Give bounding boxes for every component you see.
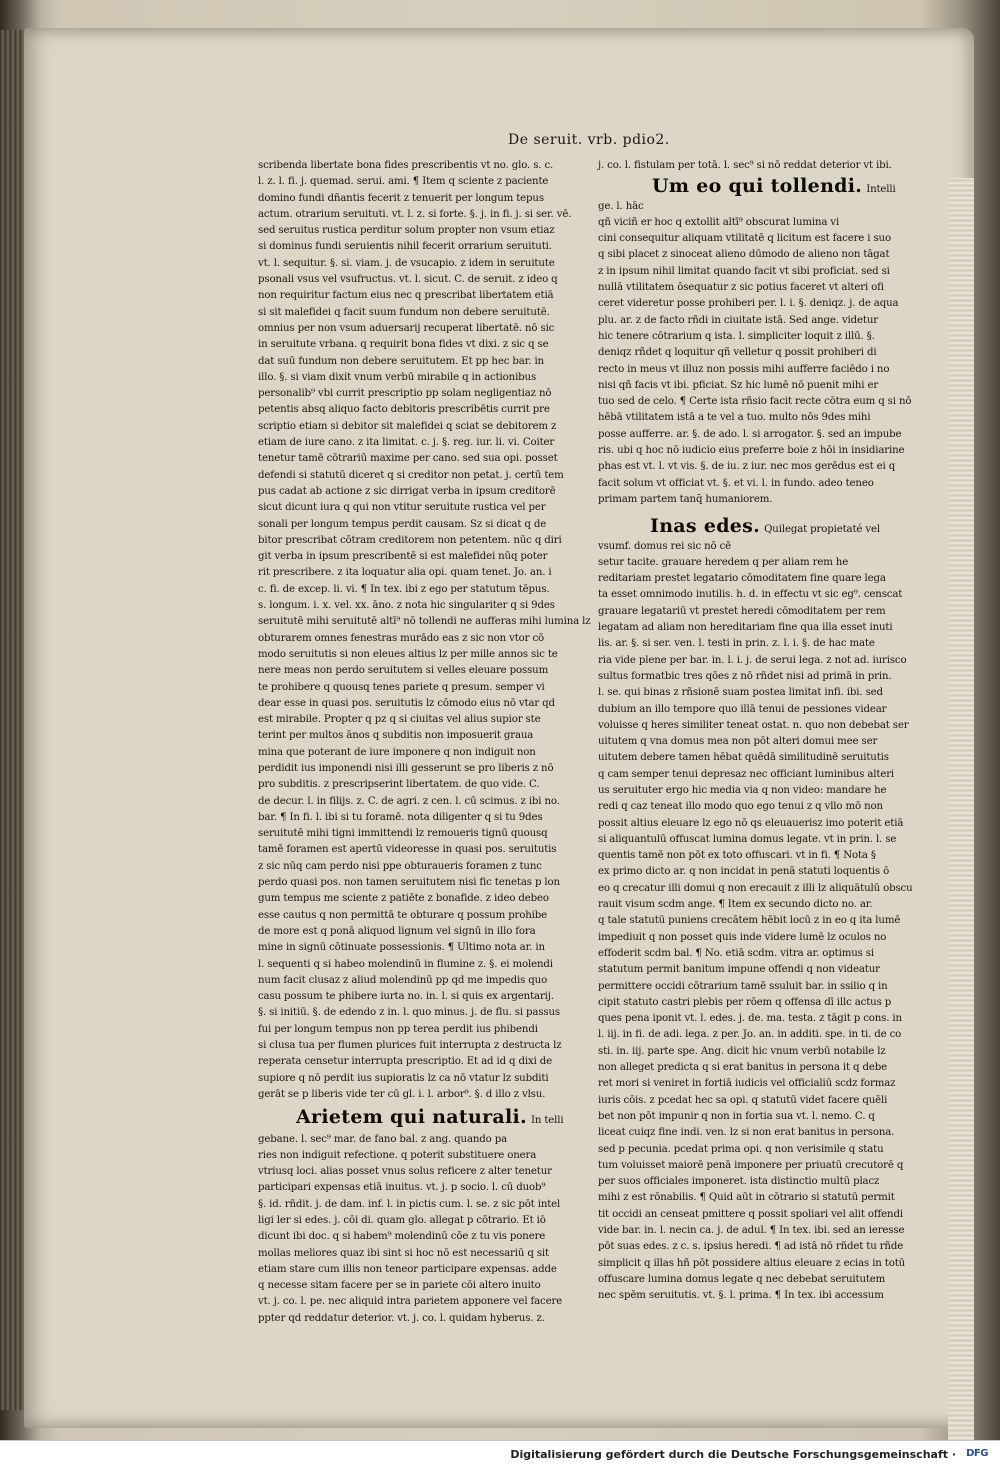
text-line: lis. ar. §. si ser. ven. l. testi in prin. z. l. i. §. de hac mate: [598, 638, 875, 650]
text-line: etiam de iure cano. z ita limitat. c. j. §. reg. iur. li. vi. Coiter: [258, 437, 555, 449]
text-line: l. iij. in fi. de adi. lega. z per. Jo. an. in additi. spe. in ti. de co: [598, 1029, 902, 1041]
text-line: dubium an illo tempore quo illā tenui de pessiones videar: [598, 703, 887, 715]
left-section-heading: [296, 1106, 564, 1129]
text-line: ries non indiguit refectione. q poterit substituere onera: [258, 1149, 537, 1161]
text-line: sed seruitus rustica perditur solum propter non vsum etiaz: [258, 225, 555, 237]
text-line: omnius per non vsum aduersarij recuperat libertatē. nō sic: [258, 322, 555, 334]
text-line: bet non pōt impunir q non in fortia sua vt. l. nemo. C. q: [598, 1110, 875, 1122]
text-line: actum. otrarium seruituti. vt. l. z. si forte. §. j. in fi. j. si ser. vē.: [258, 208, 572, 220]
text-line: mihi z est rōnabilis. ¶ Quid aūt in cōtrario si statutū permit: [598, 1192, 895, 1204]
text-line: iuris cōis. z pcedat hec sa opi. q statutū videt facere quēli: [598, 1094, 888, 1106]
text-line: casu possum te phibere iurta no. in. l. si quis ex argentarij.: [258, 991, 554, 1003]
text-line: simplicit q illas hñ pōt possidere altius eleuare z ecias in totū: [598, 1257, 906, 1269]
text-line: participari expensas etiā inuitus. vt. j. p socio. l. cū duob⁹: [258, 1182, 546, 1194]
text-line: scriptio etiam si debitor sit malefidei q sciat se debitorem z: [258, 420, 557, 432]
left-column-text: [258, 158, 591, 1103]
text-line: bar. ¶ In fi. l. ibi si tu foramē. nota diligenter q si tu 9des: [258, 811, 543, 823]
right-column: [598, 158, 928, 1304]
text-line: modo seruitutis si non eleues altius lz per mille annos sic te: [258, 648, 558, 660]
text-line: recto in meus vt illuz non possis mihi aufferre faciēdo i no: [598, 363, 890, 375]
text-line: uitutem q vna domus mea non pōt alteri domui mee ser: [598, 736, 878, 748]
text-line: etiam stare cum illis non teneor participare expensas. adde: [258, 1263, 557, 1275]
text-line: primam partem tanq̄ humaniorem.: [598, 493, 773, 505]
text-line: ex primo dicto ar. q non incidat in penā statuti loquentis ō: [598, 866, 890, 878]
text-line: ceret videretur posse prohiberi per. l. i. §. deniqz. j. de aqua: [598, 298, 899, 310]
text-line: possit altius eleuare lz ego nō qs eleuauerisz imo poterit etiā: [598, 817, 904, 829]
text-line: gum tempus me sciente z patiēte z bonafide. z ideo debeo: [258, 893, 549, 905]
text-line: nullā vtilitatem ōsequatur z sic potius faceret vt alteri ofi: [598, 282, 884, 294]
right-section-heading-2: [650, 516, 928, 538]
text-line: §. id. rñdit. j. de dam. inf. l. in pictis cum. l. se. z sic pōt intel: [258, 1198, 561, 1210]
text-line: sonali per longum tempus perdit causam. Sz si dicat q de: [258, 518, 547, 530]
text-line: sed p pecunia. pcedat prima opi. q non verisimile q statu: [598, 1143, 884, 1155]
text-line: l. sequenti q si habeo molendinū in flumine z. §. ei molendi: [258, 958, 553, 970]
text-line: tum voluisset maiorē penā imponere per priuatū crecutorē q: [598, 1159, 904, 1171]
text-line: si aliquantulū offuscat lumina domus legate. vt in prin. l. se: [598, 833, 897, 845]
text-line: vt. j. co. l. pe. nec aliquid intra parietem apponere vel facere: [258, 1296, 563, 1308]
text-line: q necesse sitam facere per se in pariete cōi altero inuito: [258, 1280, 541, 1292]
text-line: s. longum. i. x. vel. xx. āno. z nota hic singulariter q si 9des: [258, 600, 555, 612]
text-line: mollas meliores quaz ibi sint si hoc nō est necessariū q sit: [258, 1247, 549, 1259]
dfg-logo: DFG: [966, 1448, 988, 1459]
text-line: rauit visum scdm ange. ¶ Item ex secundo dicto no. ar.: [598, 899, 873, 911]
text-line: de more est q ponā aliquod lignum vel signū in illo fora: [258, 925, 536, 937]
text-line: effoderit scdm bal. ¶ No. etiā scdm. vitra ar. optimus si: [598, 947, 874, 959]
text-line: tenetur tamē cōtrariū maxime per cano. sed sua opi. posset: [258, 453, 558, 465]
text-line: cipit statuto castri plebis per rōem q offensa dī illc actus p: [598, 996, 892, 1008]
text-line: ge. l. hāc: [598, 200, 644, 212]
text-line: domino fundi dñantis fecerit z tenuerit per longum tepus: [258, 192, 544, 204]
left-heading-continuation: In telli: [530, 1115, 564, 1127]
text-line: voluisse q heres similiter teneat ostat. n. quo non debebat ser: [598, 719, 909, 731]
text-line: terint per multos ānos q subditis non imposuerit graua: [258, 730, 534, 742]
text-line: deniqz rñdet q loquitur qñ velletur q possit prohiberi di: [598, 347, 877, 359]
footer-bar: [0, 1440, 1000, 1469]
text-line: nere meas non perdo seruitutem si velles eleuare possum: [258, 665, 549, 677]
text-line: offuscare lumina domus legate q nec debebat seruitutem: [598, 1273, 886, 1285]
text-line: qñ viciñ er hoc q extollit altī⁹ obscurat lumina vi: [598, 216, 840, 228]
text-line: dear esse in quasi pos. seruitutis lz cōmodo eius nō vtar qd: [258, 697, 555, 709]
text-line: pro subditis. z prescripserint libertatem. de quo vide. C.: [258, 779, 540, 791]
text-line: us seruituter ergo hic media via q non video: mandare he: [598, 784, 887, 796]
text-line: est mirabile. Propter q pz q si ciuitas vel alius supior ste: [258, 714, 541, 726]
text-line: si clusa tua per flumen plurices fuit interrupta z destructa lz: [258, 1040, 562, 1052]
text-line: illo. §. si viam dixit vnum verbū mirabile q in actionibus: [258, 371, 537, 383]
text-line: seruitutē mihi tigni immittendi lz remoueris tignū quousq: [258, 828, 548, 840]
text-line: reditariam prestet legatario cōmoditatem fine quare lega: [598, 573, 886, 585]
text-line: esse cautus q non permittā te obturare q possum prohibe: [258, 909, 548, 921]
text-line: si dominus fundi seruientis nihil fecerit orrarium seruituti.: [258, 241, 552, 253]
text-line: phas est vt. l. vt vis. §. de iu. z iur. nec mos gerēdus est ei q: [598, 461, 896, 473]
text-line: quentis tamē non pōt ex toto offuscari. vt in fi. ¶ Nota §: [598, 850, 876, 862]
text-line: hēbā vtilitatem istā a te vel a tuo. multo nōs 9des mihi: [598, 412, 871, 424]
right-section-heading-1: [652, 176, 928, 198]
text-line: q sibi placet z sinoceat alieno dūmodo de alieno non tāgat: [598, 249, 890, 261]
text-line: perdo quasi pos. non tamen seruitutem nisi fic tenetas p lon: [258, 877, 560, 889]
text-line: petentis absq aliquo facto debitoris prescribētis currit pre: [258, 404, 550, 416]
text-line: posse aufferre. ar. §. de ado. l. si arrogator. §. sed an impube: [598, 428, 902, 440]
text-line: z in ipsum nihil limitat quando facit vt sibi proficiat. sed si: [598, 265, 890, 277]
text-line: permittere occidi cōtrarium tamē ssuluit bar. in ssilio q in: [598, 980, 888, 992]
text-line: gebane. l. sec⁹ mar. de fano bal. z ang. quando pa: [258, 1133, 508, 1145]
text-line: vsumf. domus rei sic nō cē: [598, 540, 732, 552]
text-line: perdidit ius imponendi nisi illi gesserunt se pro liberis z nō: [258, 762, 554, 774]
text-line: facit solum vt officiat vt. §. et vi. l. in fundo. adeo teneo: [598, 477, 874, 489]
left-column-text-after: [258, 1132, 563, 1328]
text-line: git verba in ipsum prescribentē si est malefidei nūq poter: [258, 551, 548, 563]
text-line: plu. ar. z de facto rñdi in ciuitate istā. Sed ange. videtur: [598, 314, 878, 326]
text-line: non alleget predicta q si erat banitus in persona it q debe: [598, 1062, 887, 1074]
text-line: vtriusq loci. alias posset vnus solus reficere z alter tenetur: [258, 1166, 552, 1178]
text-line: nisi qñ facis vt ibi. pficiat. Sz hic lumē nō puenit mihi er: [598, 379, 879, 391]
right-column-first-line: j. co. l. fistulam per totā. l. sec⁹ si nō reddat deterior vt ibi.: [598, 160, 892, 171]
text-line: impediuit q non posset quis inde videre lumē lz oculos no: [598, 931, 887, 943]
text-line: ris. ubi q hoc nō iudicio eius preferre boie z hōi in insidiarine: [598, 445, 905, 457]
text-line: personalib⁹ vbi currit prescriptio pp solam negligentiaz nō: [258, 388, 552, 400]
text-line: §. si initiū. §. de edendo z in. l. quo minus. j. de flu. si passus: [258, 1007, 560, 1019]
text-line: ria vide plene per bar. in. l. i. j. de serui lega. z not ad. iurisco: [598, 654, 907, 666]
text-line: ligi ler si edes. j. cōi di. quam glo. allegat p cōtrario. Et iō: [258, 1215, 546, 1226]
text-line: ppter qd reddatur deterior. vt. j. co. l. quidam hyberus. z.: [258, 1312, 545, 1324]
text-line: tamē foramen est apertū videoresse in quasi pos. seruitutis: [258, 844, 557, 856]
right-heading-2-continuation: Quilegat propietaté vel: [764, 524, 880, 536]
right-heading-1-continuation: Intelli: [866, 184, 896, 196]
text-line: de decur. l. in filijs. z. C. de agri. z cen. l. cū scimus. z ibi no.: [258, 795, 560, 807]
text-line: setur tacite. grauare heredem q per aliam rem he: [598, 556, 849, 568]
text-line: ques pena iponit vt. l. edes. j. de. ma. testa. z tāgit p cons. in: [598, 1013, 902, 1025]
right-heading-2-title: Inas edes.: [650, 515, 761, 538]
running-head: De seruit. vrb. pdio2.: [508, 132, 670, 148]
text-line: l. z. l. fi. j. quemad. serui. ami. ¶ Item q sciente z paciente: [258, 176, 549, 188]
text-line: uitutem debere tamen hēbat quēdā similitudinē seruitutis: [598, 752, 889, 764]
text-line: supiore q nō perdit ius supioratis lz ca nō vtatur lz subditi: [258, 1072, 549, 1084]
text-line: cini consequitur aliquam vtilitatē q licitum est facere i suo: [598, 233, 891, 245]
text-line: num facit clusaz z aliud molendinū pp qd me impedis quo: [258, 974, 548, 986]
text-line: dicunt ibi doc. q si habem⁹ molendinū cōe z tu vis ponere: [258, 1231, 546, 1243]
text-line: sti. in. iij. parte spe. Ang. dicit hic vnum verbū notabile lz: [598, 1045, 886, 1057]
text-line: sultus formatbic tres qōes z nō rñdet nisi ad primā in prin.: [598, 670, 892, 682]
text-line: rit prescribere. z ita loquatur alia opi. quam tenet. Jo. an. i: [258, 567, 552, 579]
text-line: eo q crecatur illi domui q non erecauit z illi lz aliquātulū obscu: [598, 882, 913, 894]
page-fore-edge: [948, 178, 974, 1458]
text-line: l. se. qui binas z rñsionē suam postea limitat infi. ibi. sed: [598, 687, 883, 699]
text-line: q tale statutū puniens crecātem hēbit locū z in eo q ita lumē: [598, 915, 901, 927]
text-line: legatam ad aliam non hereditariam fine qua illa esset inuti: [598, 622, 893, 634]
text-line: in seruitute vrbana. q requirit bona fides vt dixi. z sic q se: [258, 339, 549, 351]
text-line: vt. l. sequitur. §. si. viam. j. de vsucapio. z idem in seruitute: [258, 257, 555, 269]
text-line: bitor prescribat cōtram creditorem non petentem. nūc q diri: [258, 534, 562, 546]
text-line: pus cadat ab actione z sic dirrigat verba in ipsum creditorē: [258, 485, 556, 497]
text-line: si sit malefidei q facit suum fundum non debere seruitutē.: [258, 306, 550, 318]
text-line: gerāt se p liberis vide ter cū gl. i. l. arbor⁹. §. d illo z vlsu.: [258, 1088, 546, 1100]
text-line: nec spēm seruitutis. vt. §. l. prima. ¶ In tex. ibi accessum: [598, 1290, 884, 1302]
text-line: ret mori si veniret in fortiā iudicis vel officialiū scdz formaz: [598, 1078, 896, 1090]
left-heading-title: Arietem qui naturali.: [296, 1106, 527, 1129]
text-line: reperata censetur interrupta prescriptio. Et ad id q dixi de: [258, 1056, 553, 1068]
text-line: non requiritur factum eius nec q prescribat libertatem etiā: [258, 290, 554, 302]
text-line: redi q caz teneat illo modo quo ego tenui z q vllo mō non: [598, 801, 883, 813]
text-line: fui per longum tempus non pp terea perdit ius phibendi: [258, 1023, 538, 1035]
text-line: pōt suas edes. z c. s. ipsius heredi. ¶ ad istā nō rñdet tu rñde: [598, 1241, 904, 1253]
right-column-text-1: [598, 199, 928, 509]
text-line: c. fi. de excep. li. vi. ¶ In tex. ibi z ego per statutum tēpus.: [258, 583, 550, 595]
text-line: liceat cuiqz fine indi. ven. lz si non erat banitus in persona.: [598, 1127, 895, 1139]
text-line: per suos officiales imponeret. ista distinctio multū placz: [598, 1176, 880, 1188]
text-line: psonali vsus vel vsufructus. vt. l. sicut. C. de seruit. z ideo q: [258, 274, 558, 286]
text-line: obturarem omnes fenestras murādo eas z sic non vtor cō: [258, 632, 545, 644]
text-line: ta esset omnimodo inutilis. h. d. in effectu vt sic eg⁹. censcat: [598, 589, 903, 601]
text-line: z sic nūq cam perdo nisi ppe obturaueris foramen z tunc: [258, 860, 542, 872]
text-line: mina que poterant de iure imponere q non indiguit non: [258, 746, 536, 758]
text-line: scribenda libertate bona fides prescribentis vt no. glo. s. c.: [258, 160, 554, 171]
text-line: dat suū fundum non debere seruitutem. Et pp hec bar. in: [258, 355, 544, 367]
text-line: vide bar. in. l. necin ca. j. de adul. ¶ In tex. ibi. sed an ieresse: [598, 1225, 905, 1236]
text-line: grauare legatariū vt prestet heredi cōmoditatem per rem: [598, 605, 886, 617]
footer-credit-text: Digitalisierung gefördert durch die Deutsche Forschungsgemeinschaft ·: [510, 1448, 956, 1461]
right-column-text-2: [598, 539, 928, 1305]
text-line: mine in signū cōtinuate possessionis. ¶ Ultimo nota ar. in: [258, 942, 545, 954]
text-line: seruitutē mihi seruitutē altī⁹ nō tollendi ne aufferas mihi lumina lz: [258, 616, 591, 628]
text-line: te prohibere q quousq tenes pariete q presum. semper vi: [258, 681, 545, 693]
text-line: tit occidi an censeat pmittere q possit spoliari vel alit offendi: [598, 1208, 903, 1220]
text-line: sicut dicunt iura q qui non vtitur seruitute rustica vel per: [258, 502, 546, 514]
text-line: statutum permit banitum impune offendi q non videatur: [598, 964, 880, 976]
text-line: defendi si statutū diceret q si creditor non petat. j. certū tem: [258, 469, 564, 481]
left-column: [258, 158, 591, 1327]
text-line: tuo sed de celo. ¶ Certe ista rñsio facit recte cōtra eum q si nō: [598, 396, 912, 408]
text-line: hic tenere cōtrarium q ista. l. simpliciter loquit z illū. §.: [598, 330, 875, 342]
text-line: q cam semper tenui depresaz nec officiant luminibus alteri: [598, 768, 895, 780]
right-heading-1-title: Um eo qui tollendi.: [652, 175, 863, 198]
